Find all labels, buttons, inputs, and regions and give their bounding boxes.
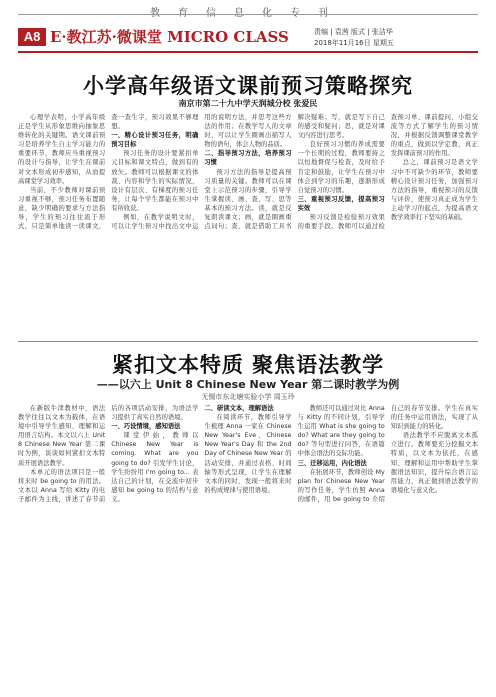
article1-byline: 南京市第二十九中学天润城分校 张爱民 <box>178 99 318 108</box>
body-paragraph: 总之，课前预习是语文学习中不可缺少的环节，教师要精心设计预习任务，加强预习方法的指导，重视预习的反馈与评价，使预习真正成为学生主动学习的起点，为提高语文教学效率打下坚实的基础。 <box>390 159 478 222</box>
body-paragraph: 例如，在教学说明文时，可以让学生预习中找出文中运用的说明方法，并思考这些方法的作用；在教学写人的文章时，可以让学生圈画出描写人物的语句，体会人物的品质。 <box>111 114 292 231</box>
article2-body <box>18 404 478 689</box>
body-paragraph: 教师还可以通过对比 Anna 与 Kitty 的不同计划，引导学生运用 What is she going to do? What are they going to do? 等句型进行问答，在语篇中体会语法的交际功能。 <box>297 405 385 458</box>
masthead-title: E·教江苏·微课堂 MICRO CLASS <box>50 28 289 46</box>
body-paragraph: 心理学表明，小学高年级正是学生从形象思维向抽象思维转化的关键期。语文课前预习是培养学生自主学习能力的重要环节，教师应当重视预习的设计与指导，让学生在课前对文本形成初步感知，从而提高课堂学习效率。 <box>18 114 106 185</box>
section-heading: 二、研读文本，理解语法 <box>204 405 274 412</box>
article1-body <box>18 113 478 335</box>
body-paragraph: 在新版牛津教材中，语法教学往往以文本为载体，在语境中引导学生感知、理解和运用语言结构。本文以六上 Unit 8 Chinese New Year 第二课时为例，谈谈如何紧扣文本特质开展语法教学。 <box>18 405 106 467</box>
body-paragraph: 当前，不少教师对课前预习重视不够，预习任务布置随意，缺少明确的要求与方法指导，学生的预习往往流于形式，只是简单地读一读课文，查一查生字，预习效果不够理想。 <box>18 114 199 231</box>
body-paragraph: 课堂伊始，教师以 Chinese New Year is coming. What are you going to do? 引发学生讨论，学生纷纷用 I'm going to... 表达自己的计划，在交流中初步感知 be going to 的结构与意义。 <box>111 432 199 503</box>
article1-title: 小学高年级语文课前预习策略探究 <box>83 74 413 98</box>
article2-subtitle: ——以六上 Unit 8 Chinese New Year 第二课时教学为例 <box>96 378 400 391</box>
article2-title: 紧扣文本特质 聚焦语法教学 <box>111 353 385 377</box>
body-paragraph: 预习方法的指导是提高预习质量的关键。教师可以在课堂上示范预习的步骤，引导学生掌握读、画、查、写、思等基本的预习方法。读，就是反复朗读课文；画，就是圈画重点词句；查，就是借助工具书解决疑难；写，就是写下自己的感受和疑问；思，就是对课文内容进行思考。 <box>204 114 385 231</box>
body-paragraph: 良好预习习惯的养成需要一个长期的过程，教师要持之以恒地督促与检查，及时给予肯定和鼓励，让学生在预习中体会到学习的乐趣，逐渐形成自觉预习的习惯。 <box>297 141 385 194</box>
section-heading: 三、重视预习反馈，提高预习实效 <box>297 195 385 212</box>
top-rule <box>18 14 478 15</box>
body-paragraph: 预习任务的设计要紧扣单元目标和课文特点，做到有的放矢。教师可以根据课文的体裁、内容和学生的实际情况，设计有层次、有梯度的预习任务，让每个学生都能在预习中有所收获。 <box>111 150 199 212</box>
body-paragraph: 本单元的语法项目是一般将来时 be going to 的用法。文本以 Anna 写给 Kitty 的电子邮件为主线，讲述了春节前后的各项活动安排，为语法学习提供了真实自然的语境。 <box>18 405 199 503</box>
masthead-rule <box>18 51 478 53</box>
body-paragraph: 在阅读环节，教师引导学生梳理 Anna 一家在 Chinese New Year's Eve、Chinese New Year's Day 和 the 2nd Day of Chinese New Year 的活动安排，并通过表格、时间轴等形式呈现，让学生在理解文本的同时，发现一般将来时的构成规律与使用语境。 <box>204 414 292 494</box>
body-paragraph: 预习反馈是检验预习效果的重要手段。教师可以通过检查预习单、课前提问、小组交流等方式了解学生的预习情况，并根据反馈调整课堂教学的重点，做到以学定教，真正发挥课前预习的作用。 <box>297 114 478 231</box>
section-heading: 二、指导预习方法，培养预习习惯 <box>204 150 292 167</box>
section-heading: 三、迁移运用，内化语法 <box>297 459 367 467</box>
body-paragraph: 在拓展环节，教师创设 My plan for Chinese New Year 的写作任务，学生仿照 Anna 的邮件，用 be going to 介绍自己的春节安排。学生在真实的任务中运用语法，实现了从知识到能力的转化。 <box>297 405 478 503</box>
page-number-badge: A8 <box>18 28 46 46</box>
section-heading: 一、巧设情境，感知语法 <box>111 423 181 431</box>
section-heading: 一、精心设计预习任务，明确预习目标 <box>111 132 199 149</box>
date-line: 2018年11月16日 星期五 <box>314 39 394 47</box>
editors-line: 责编 | 袁茜 版式 | 张洁华 <box>314 28 393 36</box>
body-paragraph: 语法教学不应脱离文本孤立进行。教师要充分挖掘文本特质，以文本为依托，在感知、理解和运用中帮助学生掌握语法知识，提升综合语言运用能力，真正做到语法教学的语境化与意义化。 <box>390 432 478 494</box>
column-title: 教育信息化专刊 <box>150 8 346 19</box>
article2-byline: 无锡市东北塘实验小学 周玉玲 <box>201 393 295 401</box>
article-divider <box>18 341 478 342</box>
